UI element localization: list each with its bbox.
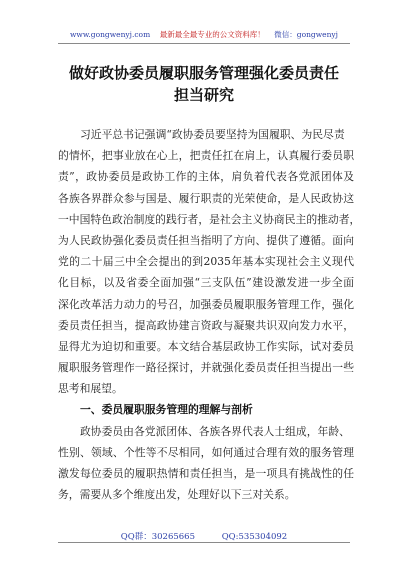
body-line: 深化改革活力动力的号召，加强委员履职服务管理工作，强化 <box>58 297 354 311</box>
header-divider <box>58 43 350 44</box>
page-footer <box>0 530 408 542</box>
body-line: 各族各界群众参与国是、履行职责的光荣使命，是人民政协这 <box>58 191 354 205</box>
body-line: 的情怀，把事业放在心上，把责任扛在肩上，认真履行委员职 <box>58 149 354 163</box>
body-line: 履职服务管理作一路径探讨，并就强化委员责任担当提出一些 <box>58 361 354 375</box>
footer-qq: QQ:535304092 <box>221 532 288 542</box>
header-wechat: 微信：gongwenyj <box>274 30 338 39</box>
document-body <box>58 124 361 505</box>
title-line-1: 做好政协委员履职服务管理强化委员责任 <box>68 64 339 82</box>
section-heading: 一、委员履职服务管理的理解与剖析 <box>80 403 253 417</box>
body-line: 党的二十届三中全会提出的到2035年基本实现社会主义现代 <box>58 255 354 269</box>
section-line: 政协委员由各党派团体、各族各界代表人士组成，年龄、 <box>80 424 350 438</box>
page-header <box>0 30 408 40</box>
title-line-2: 担当研究 <box>173 86 234 104</box>
body-line: 显得尤为迫切和重要。本文结合基层政协工作实际，试对委员 <box>58 339 354 353</box>
document-title <box>40 62 368 106</box>
body-line: 责”，政协委员是政协工作的主体，肩负着代表各党派团体及 <box>58 170 354 184</box>
body-line: 一中国特色政治制度的践行者，是社会主义协商民主的推动者， <box>58 212 361 226</box>
footer-divider <box>58 542 350 543</box>
body-line: 化目标，以及省委全面加强“三支队伍”建设激发进一步全面 <box>58 276 354 290</box>
header-site[interactable]: www.gongwenyj.com <box>70 30 151 39</box>
body-line: 习近平总书记强调“政协委员要坚持为国履职、为民尽责 <box>80 128 345 141</box>
header-slogan: 最新最全最专业的公文资料库！ <box>159 30 265 39</box>
section-line: 务，需要从多个维度出发，处理好以下三对关系。 <box>58 488 296 502</box>
section-line: 性别、领域、个性等不尽相同，如何通过合理有效的服务管理 <box>58 445 354 459</box>
section-line: 激发每位委员的履职热情和责任担当，是一项具有挑战性的任 <box>58 467 354 480</box>
footer-qq-group: QQ群：30265665 <box>120 532 195 542</box>
body-line: 委员责任担当，提高政协建言资政与凝聚共识双向发力水平， <box>58 318 354 332</box>
body-line: 为人民政协强化委员责任担当指明了方向、提供了遵循。面向 <box>58 233 354 247</box>
body-line: 思考和展望。 <box>58 382 123 396</box>
